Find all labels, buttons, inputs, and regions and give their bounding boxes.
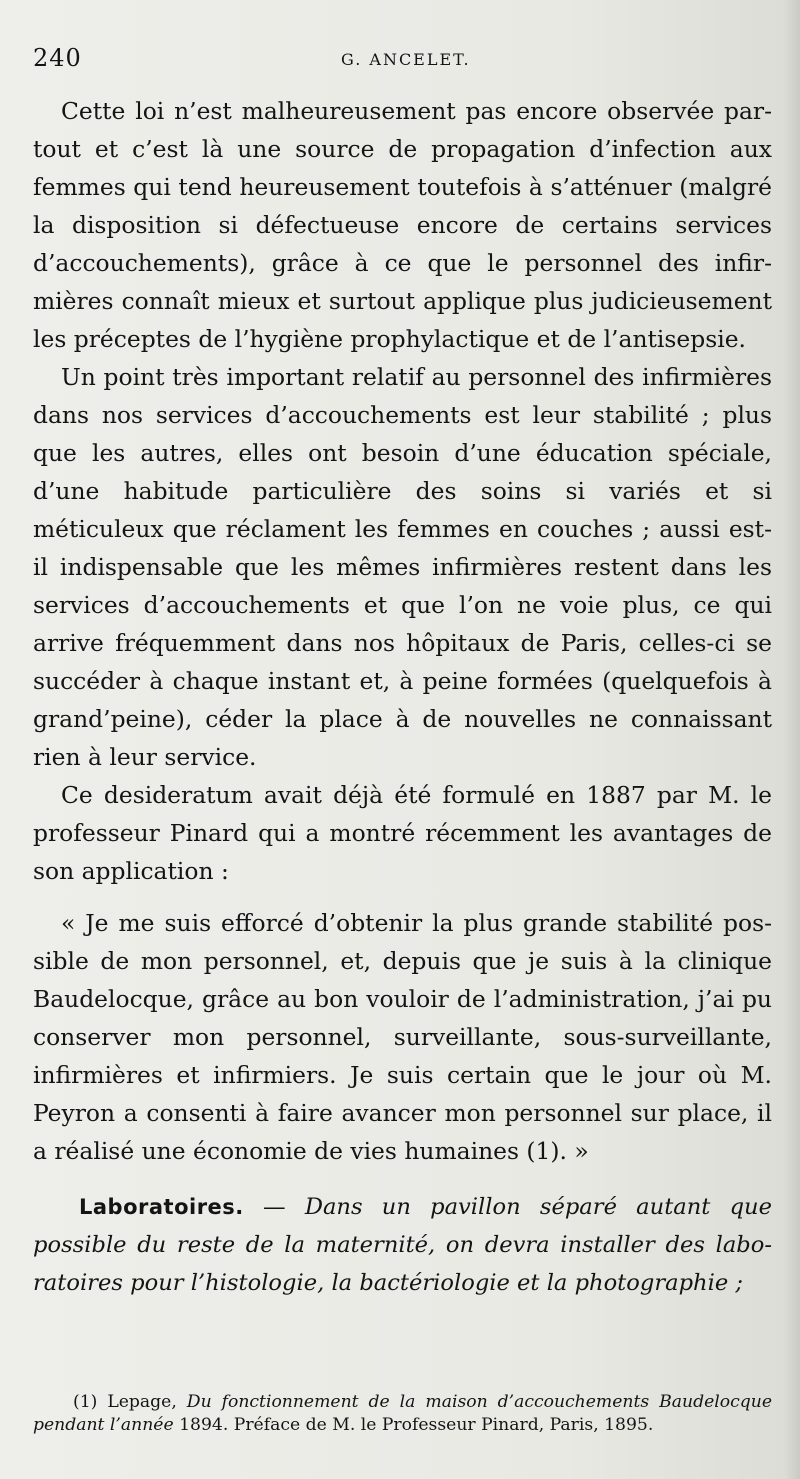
paragraph-3: Ce desideratum avait déjà été formulé en 1887 par M. le professeur Pinard qui a montré récemment les avantages de son application : — [33, 781, 772, 885]
section-dash: — — [243, 1194, 305, 1220]
running-head: G. ANCELET. — [341, 50, 471, 69]
page-body — [33, 92, 772, 1170]
footnote-marker: (1) Lepage, — [73, 1391, 187, 1412]
footnote-title: Du fonctionnement de la maison d’accouchements Baudelocque pendant l’année — [33, 1391, 773, 1435]
section-title: Laboratoires. — [79, 1195, 244, 1219]
quotation: « Je me suis efforcé d’obtenir la plus grande stabilité possible de mon personnel, et, depuis que je suis à la clinique Baudelocque, grâce au bon vouloir de l’administration, j’ai pu conserver mon personnel, surveillante, sous-surveillante, infirmières et infirmiers. Je suis certain que le jour où M. Peyron a consenti à faire avancer mon personnel sur place, il a réalisé une économie de vies humaines (1). » — [33, 909, 772, 1165]
footnote — [33, 1391, 772, 1437]
page-header — [33, 44, 772, 84]
footnote-spacer — [33, 1325, 772, 1391]
page-number: 240 — [33, 44, 82, 72]
paragraph-1: Cette loi n’est malheureusement pas encore observée partout et c’est là une source de propagation d’infection aux femmes qui tend heureusement toutefois à s’atténuer (malgré la disposition si défectueuse encore de certains services d’accouchements), grâce à ce que le personnel des infirmières connaît mieux et surtout applique plus judicieusement les préceptes de l’hygiène prophylactique et de l’antisepsie. — [33, 97, 772, 353]
paragraph-2: Un point très important relatif au personnel des infirmières dans nos services d’accouchements est leur stabilité ; plus que les autres, elles ont besoin d’une éducation spéciale, d’une habitude particulière des soins si variés et si méticuleux que réclament les femmes en couches ; aussi est-il indispensable que les mêmes infirmières restent dans les services d’accouchements et que l’on ne voie plus, ce qui arrive fréquemment dans nos hôpitaux de Paris, celles-ci se succéder à chaque instant et, à peine formées (quelquefois à grand’peine), céder la place à de nouvelles ne connaissant rien à leur service. — [33, 363, 772, 771]
page-edge-shadow — [784, 0, 800, 1479]
section-laboratoires — [33, 1188, 772, 1302]
footnote-rest: 1894. Préface de M. le Professeur Pinard, Paris, 1895. — [173, 1414, 654, 1435]
section-text: Dans un pavillon séparé autant que possible du reste de la maternité, on devra installer des laboratoires pour l’histologie, la bactériologie et la photographie ; — [33, 1194, 772, 1296]
